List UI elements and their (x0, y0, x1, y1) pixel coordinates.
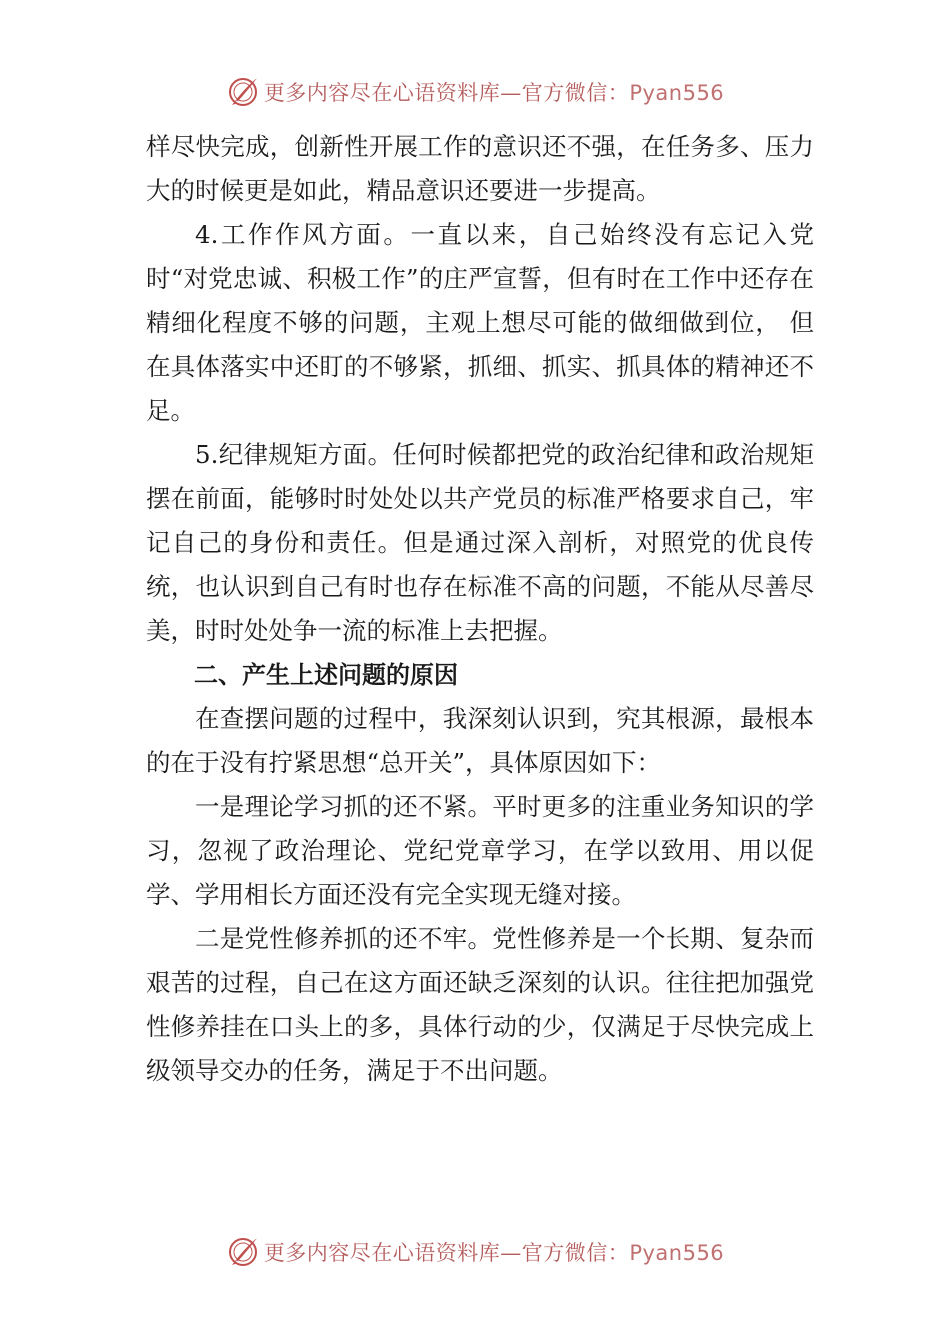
paragraph-work-style: 4.工作作风方面。一直以来，自己始终没有忘记入党时“对党忠诚、积极工作”的庄严宣誓，但有时在工作中还存在精细化程度不够的问题，主观上想尽可能的做细做到位， 但在具体落实中还盯的不够紧，抓细、抓实、抓具体的精神还不足。 (146, 220, 814, 425)
footer-watermark (0, 1232, 950, 1272)
quill-circle-icon (226, 75, 260, 109)
paragraph-continuation: 样尽快完成，创新性开展工作的意识还不强，在任务多、压力大的时候更是如此，精品意识还要进一步提高。 (146, 132, 814, 205)
header-watermark (0, 72, 950, 112)
paragraph-cause-theory: 一是理论学习抓的还不紧。平时更多的注重业务知识的学习，忽视了政治理论、党纪党章学习，在学以致用、用以促学、学用相长方面还没有完全实现无缝对接。 (146, 792, 814, 909)
document-body (146, 125, 814, 1093)
watermark-text: 更多内容尽在心语资料库—官方微信：Pyan556 (263, 1241, 725, 1265)
paragraph-cause-party-spirit: 二是党性修养抓的还不牢。党性修养是一个长期、复杂而艰苦的过程，自己在这方面还缺乏深刻的认识。往往把加强党性修养挂在口头上的多，具体行动的少，仅满足于尽快完成上级领导交办的任务，满足于不出问题。 (146, 924, 814, 1085)
paragraph-discipline: 5.纪律规矩方面。任何时候都把党的政治纪律和政治规矩摆在前面，能够时时处处以共产党员的标准严格要求自己，牢记自己的身份和责任。但是通过深入剖析，对照党的优良传统，也认识到自己有时也存在标准不高的问题，不能从尽善尽美，时时处处争一流的标准上去把握。 (146, 440, 814, 645)
wechat-id: Pyan556 (629, 1241, 725, 1265)
watermark-text: 更多内容尽在心语资料库—官方微信：Pyan556 (263, 81, 725, 105)
wechat-id: Pyan556 (629, 81, 725, 105)
paragraph-cause-intro: 在查摆问题的过程中，我深刻认识到，究其根源，最根本的在于没有拧紧思想“总开关”，具体原因如下： (146, 704, 814, 777)
section-heading: 二、产生上述问题的原因 (194, 661, 458, 689)
quill-circle-icon (226, 1235, 260, 1269)
